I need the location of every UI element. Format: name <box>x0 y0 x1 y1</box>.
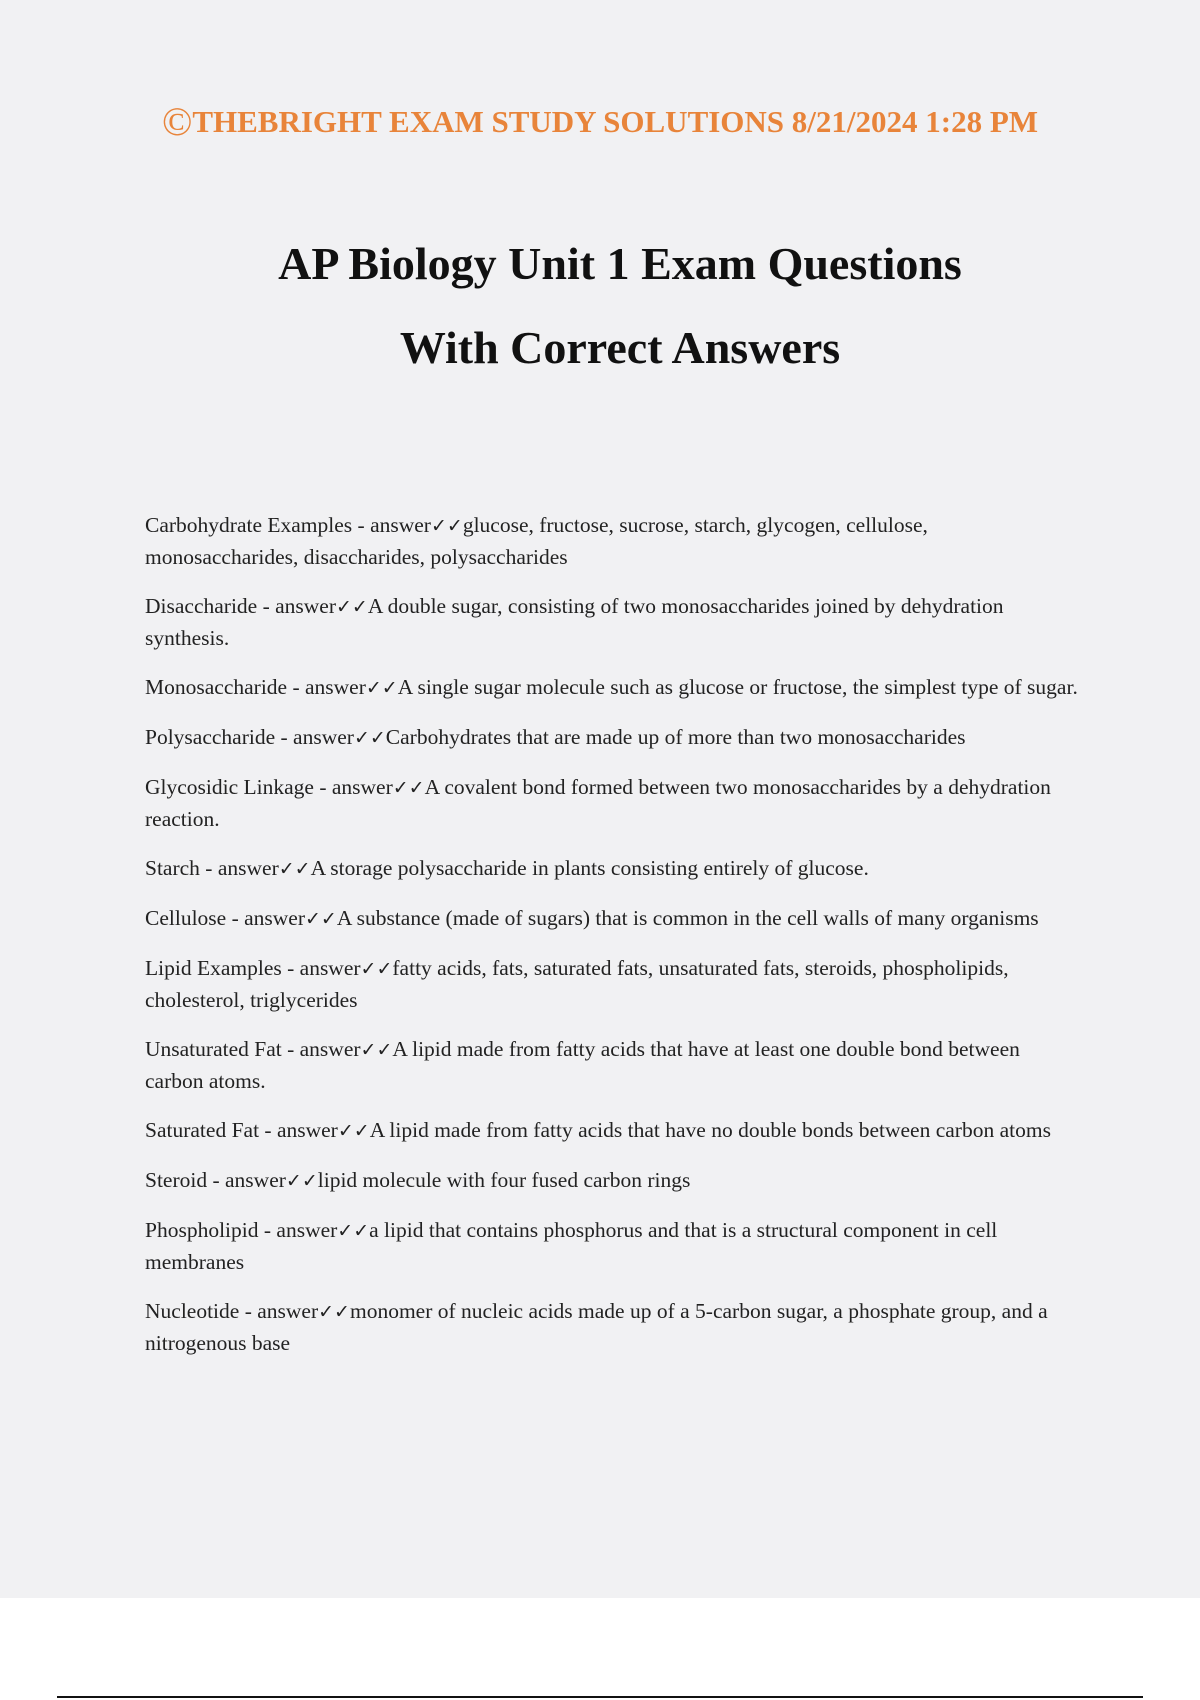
qa-answer: A substance (made of sugars) that is common in the cell walls of many organisms <box>336 906 1039 930</box>
footer-divider <box>57 1696 1143 1698</box>
qa-term: Lipid Examples - answer <box>145 956 361 980</box>
qa-item <box>145 953 1080 1016</box>
qa-item <box>145 510 1080 573</box>
qa-term: Steroid - answer <box>145 1168 286 1192</box>
double-check-icon: ✓✓ <box>353 727 386 749</box>
qa-term: Unsaturated Fat - answer <box>145 1037 361 1061</box>
qa-item <box>145 591 1080 654</box>
qa-answer: A storage polysaccharide in plants consisting entirely of glucose. <box>310 856 869 880</box>
qa-item <box>145 853 1080 885</box>
qa-list <box>145 510 1080 1377</box>
qa-answer: A single sugar molecule such as glucose or fructose, the simplest type of sugar. <box>397 675 1078 699</box>
qa-item <box>145 672 1080 704</box>
double-check-icon: ✓✓ <box>305 908 337 930</box>
document-title <box>0 222 1200 390</box>
qa-item <box>145 772 1080 835</box>
qa-term: Disaccharide - answer <box>145 594 337 618</box>
title-line-2: With Correct Answers <box>399 322 841 373</box>
double-check-icon: ✓✓ <box>360 958 393 980</box>
qa-item <box>145 903 1080 935</box>
double-check-icon: ✓✓ <box>365 677 398 699</box>
double-check-icon: ✓✓ <box>430 515 463 537</box>
copyright-symbol: © <box>161 99 193 144</box>
qa-answer: a lipid that contains phosphorus and that is a structural component in cell membranes <box>145 1218 998 1274</box>
qa-item <box>145 1034 1080 1097</box>
qa-item <box>145 722 1080 754</box>
qa-answer: fatty acids, fats, saturated fats, unsaturated fats, steroids, phospholipids, cholesterol, triglycerides <box>145 956 1009 1012</box>
double-check-icon: ✓✓ <box>337 1220 370 1242</box>
qa-answer: A covalent bond formed between two monosaccharides by a dehydration reaction. <box>145 775 1051 831</box>
double-check-icon: ✓✓ <box>337 1120 370 1142</box>
qa-term: Nucleotide - answer <box>145 1299 319 1323</box>
qa-item <box>145 1115 1080 1147</box>
qa-answer: Carbohydrates that are made up of more than two monosaccharides <box>385 725 966 749</box>
title-line-1: AP Biology Unit 1 Exam Questions <box>278 238 962 289</box>
qa-item <box>145 1215 1080 1278</box>
double-check-icon: ✓✓ <box>392 777 425 799</box>
double-check-icon: ✓✓ <box>318 1301 350 1323</box>
qa-term: Phospholipid - answer <box>145 1218 338 1242</box>
qa-term: Saturated Fat - answer <box>145 1118 338 1142</box>
double-check-icon: ✓✓ <box>360 1039 393 1061</box>
qa-answer: A lipid made from fatty acids that have no double bonds between carbon atoms <box>369 1118 1051 1142</box>
header-text: THEBRIGHT EXAM STUDY SOLUTIONS 8/21/2024 1:28 PM <box>192 104 1039 139</box>
qa-answer: monomer of nucleic acids made up of a 5-carbon sugar, a phosphate group, and a nitrogenous base <box>145 1299 1048 1355</box>
watermark-header <box>0 98 1200 145</box>
qa-term: Carbohydrate Examples - answer <box>145 513 431 537</box>
qa-answer: glucose, fructose, sucrose, starch, glycogen, cellulose, monosaccharides, disaccharides, polysaccharides <box>145 513 928 569</box>
qa-answer: A lipid made from fatty acids that have at least one double bond between carbon atoms. <box>145 1037 1020 1093</box>
double-check-icon: ✓✓ <box>285 1170 318 1192</box>
double-check-icon: ✓✓ <box>278 858 311 880</box>
qa-item <box>145 1296 1080 1359</box>
double-check-icon: ✓✓ <box>336 596 368 618</box>
qa-answer: lipid molecule with four fused carbon rings <box>317 1168 691 1192</box>
qa-term: Starch - answer <box>145 856 279 880</box>
qa-term: Monosaccharide - answer <box>145 675 366 699</box>
qa-answer: A double sugar, consisting of two monosaccharides joined by dehydration synthesis. <box>145 594 1004 650</box>
qa-item <box>145 1165 1080 1197</box>
qa-term: Cellulose - answer <box>145 906 306 930</box>
qa-term: Polysaccharide - answer <box>145 725 354 749</box>
qa-term: Glycosidic Linkage - answer <box>145 775 393 799</box>
